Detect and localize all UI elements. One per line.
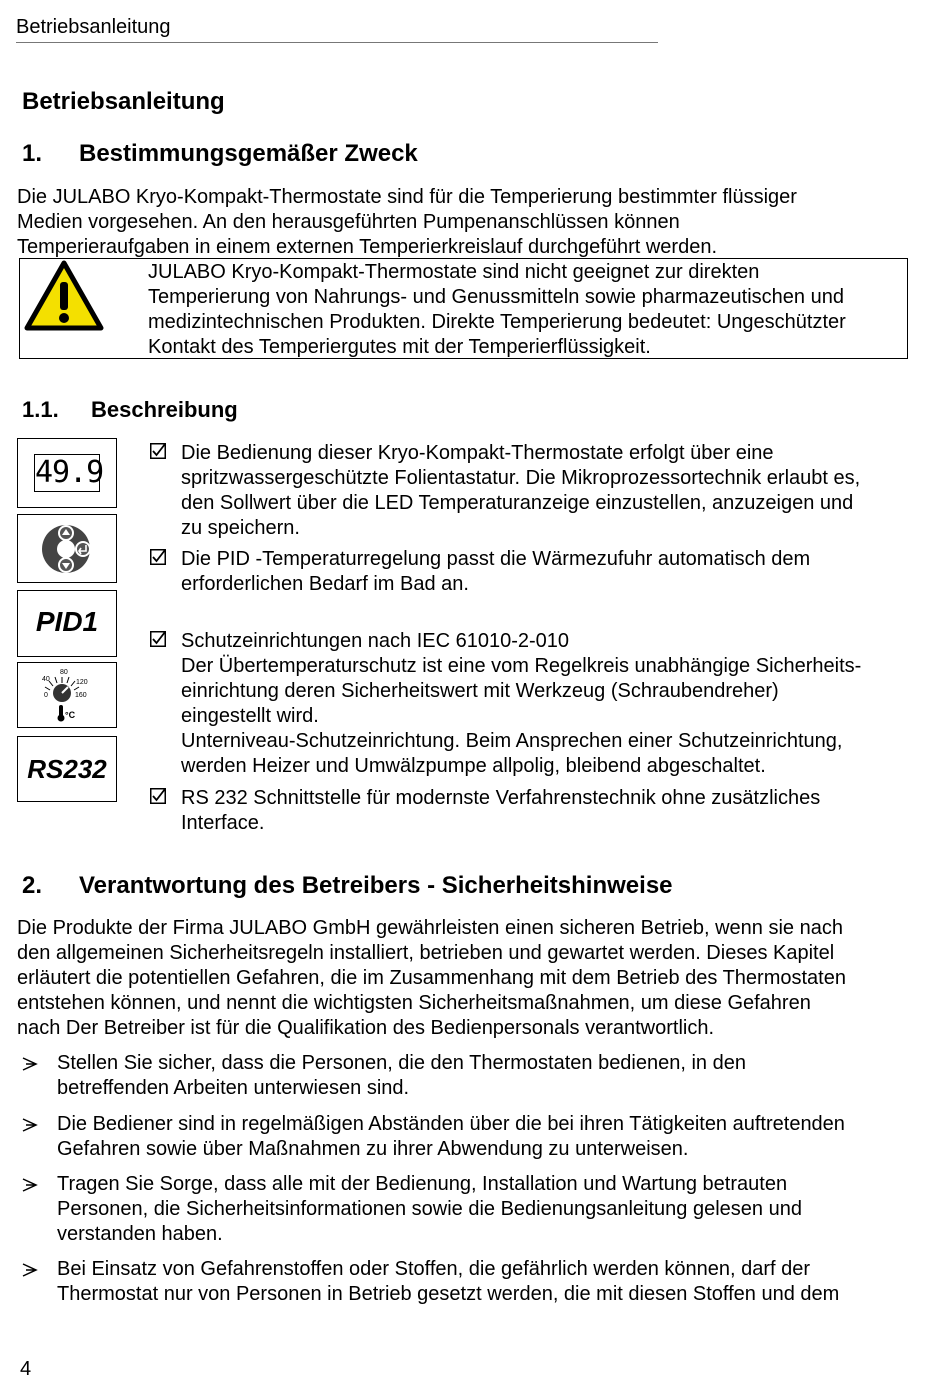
pid-label: PID1 [35, 606, 99, 637]
feature-line: Der Übertemperaturschutz ist eine vom Regelkreis unabhängige Sicherheits- [181, 655, 862, 677]
safety-bullet [22, 1051, 922, 1101]
led-display-value: 49.9 [35, 455, 104, 490]
safety-bullet [22, 1112, 922, 1162]
section-1-title: Bestimmungsgemäßer Zweck [79, 140, 418, 167]
paragraph-line: den allgemeinen Sicherheitsregeln installiert, betrieben und gewartet werden. Dieses Kapitel [17, 942, 835, 964]
checkbox-checked-icon [150, 788, 166, 804]
feature-item [150, 441, 920, 541]
bullet-line: Die Bediener sind in regelmäßigen Abständen über die bei ihren Tätigkeiten auftretenden [57, 1113, 845, 1135]
feature-line: erforderlichen Bedarf im Bad an. [181, 573, 469, 595]
paragraph-line: erläutert die potentiellen Gefahren, die im Zusammenhang mit dem Betrieb des Thermostaten [17, 967, 846, 989]
feature-line: Interface. [181, 812, 265, 834]
feature-line: Schutzeinrichtungen nach IEC 61010-2-010 [181, 630, 570, 652]
safety-bullet [22, 1257, 922, 1307]
checkbox-checked-icon [150, 443, 166, 459]
keypad-icon [17, 514, 117, 583]
feature-line: einrichtung deren Sicherheitswert mit Werkzeug (Schraubendreher) [181, 680, 779, 702]
feature-item [150, 786, 920, 836]
arrow-bullet-icon [22, 1117, 38, 1133]
section-1-heading [22, 140, 418, 168]
warning-triangle-icon [24, 260, 104, 332]
warning-line: medizintechnischen Produkten. Direkte Temperierung bedeutet: Ungeschützter [148, 311, 846, 333]
dial-tick-label: 120 [76, 679, 88, 686]
warning-line: Temperierung von Nahrungs- und Genussmitteln sowie pharmazeutischen und [148, 286, 844, 308]
page-number: 4 [20, 1358, 32, 1380]
feature-line: den Sollwert über die LED Temperaturanzeige einzustellen, anzuzeigen und [181, 492, 854, 514]
warning-text [148, 260, 908, 360]
feature-line: RS 232 Schnittstelle für modernste Verfahrenstechnik ohne zusätzliches [181, 787, 821, 809]
arrow-bullet-icon [22, 1177, 38, 1193]
checkbox-checked-icon [150, 631, 166, 647]
section-2-heading [22, 872, 673, 900]
thermometer-icon [58, 705, 65, 722]
feature-line: Die PID -Temperaturregelung passt die Wärmezufuhr automatisch dem [181, 548, 811, 570]
dial-tick-label: 160 [75, 692, 87, 699]
dial-unit: °C [65, 710, 76, 720]
feature-line: eingestellt wird. [181, 705, 319, 727]
feature-item [150, 629, 920, 779]
feature-item [150, 547, 920, 597]
feature-line: Unterniveau-Schutzeinrichtung. Beim Ansprechen einer Schutzeinrichtung, [181, 730, 843, 752]
paragraph-line: Die JULABO Kryo-Kompakt-Thermostate sind für die Temperierung bestimmter flüssiger [17, 186, 797, 208]
section-2-number: 2. [22, 872, 43, 899]
section-2-paragraph [17, 916, 932, 1041]
safety-bullet [22, 1172, 922, 1247]
arrow-bullet-icon [22, 1056, 38, 1072]
warning-line: JULABO Kryo-Kompakt-Thermostate sind nicht geeignet zur direkten [148, 261, 760, 283]
dial-tick-label: 40 [42, 676, 50, 683]
bullet-line: Bei Einsatz von Gefahrenstoffen oder Stoffen, die gefährlich werden können, darf der [57, 1258, 811, 1280]
paragraph-line: nach Der Betreiber ist für die Qualifikation des Bedienpersonals verantwortlich. [17, 1017, 715, 1039]
rs232-label: RS232 [27, 754, 107, 784]
running-header: Betriebsanleitung [16, 16, 171, 38]
bullet-line: Tragen Sie Sorge, dass alle mit der Bedienung, Installation und Wartung betrauten [57, 1173, 788, 1195]
section-2-title: Verantwortung des Betreibers - Sicherheitshinweise [79, 872, 673, 899]
header-rule [16, 42, 658, 43]
section-1-number: 1. [22, 140, 43, 167]
section-1-1-number: 1.1. [22, 397, 59, 422]
bullet-line: verstanden haben. [57, 1223, 223, 1245]
bullet-line: Personen, die Sicherheitsinformationen sowie die Bedienungsanleitung gelesen und [57, 1198, 802, 1220]
pid-label-box [17, 590, 117, 657]
bullet-line: Stellen Sie sicher, dass die Personen, die den Thermostaten bedienen, in den [57, 1052, 746, 1074]
checkbox-checked-icon [150, 549, 166, 565]
bullet-line: betreffenden Arbeiten unterwiesen sind. [57, 1077, 410, 1099]
feature-line: zu speichern. [181, 517, 300, 539]
bullet-line: Gefahren sowie über Maßnahmen zu ihrer Abwendung zu unterweisen. [57, 1138, 689, 1160]
rs232-label-box [17, 736, 117, 802]
arrow-bullet-icon [22, 1262, 38, 1278]
section-1-paragraph [17, 185, 917, 260]
warning-line: Kontakt des Temperiergutes mit der Temperierflüssigkeit. [148, 336, 651, 358]
bullet-line: Thermostat nur von Personen in Betrieb gesetzt werden, die mit diesen Stoffen und dem [57, 1283, 840, 1305]
feature-line: Die Bedienung dieser Kryo-Kompakt-Thermostate erfolgt über eine [181, 442, 774, 464]
dial-tick-label: 0 [44, 692, 48, 699]
document-title: Betriebsanleitung [22, 88, 225, 115]
led-display-icon [17, 438, 117, 508]
dial-tick-label: 80 [60, 669, 68, 676]
section-1-1-heading [22, 397, 238, 423]
feature-line: spritzwassergeschützte Folientastatur. Die Mikroprozessortechnik erlaubt es, [181, 467, 861, 489]
paragraph-line: entstehen können, und nennt die wichtigsten Sicherheitsmaßnahmen, um diese Gefahren [17, 992, 811, 1014]
section-1-1-title: Beschreibung [91, 397, 238, 422]
paragraph-line: Medien vorgesehen. An den herausgeführten Pumpenanschlüssen können [17, 211, 680, 233]
overtemperature-dial-icon [17, 662, 117, 728]
paragraph-line: Die Produkte der Firma JULABO GmbH gewährleisten einen sicheren Betrieb, wenn sie nach [17, 917, 843, 939]
paragraph-line: Temperieraufgaben in einem externen Temperierkreislauf durchgeführt werden. [17, 236, 718, 258]
feature-line: werden Heizer und Umwälzpumpe allpolig, bleibend abgeschaltet. [181, 755, 766, 777]
